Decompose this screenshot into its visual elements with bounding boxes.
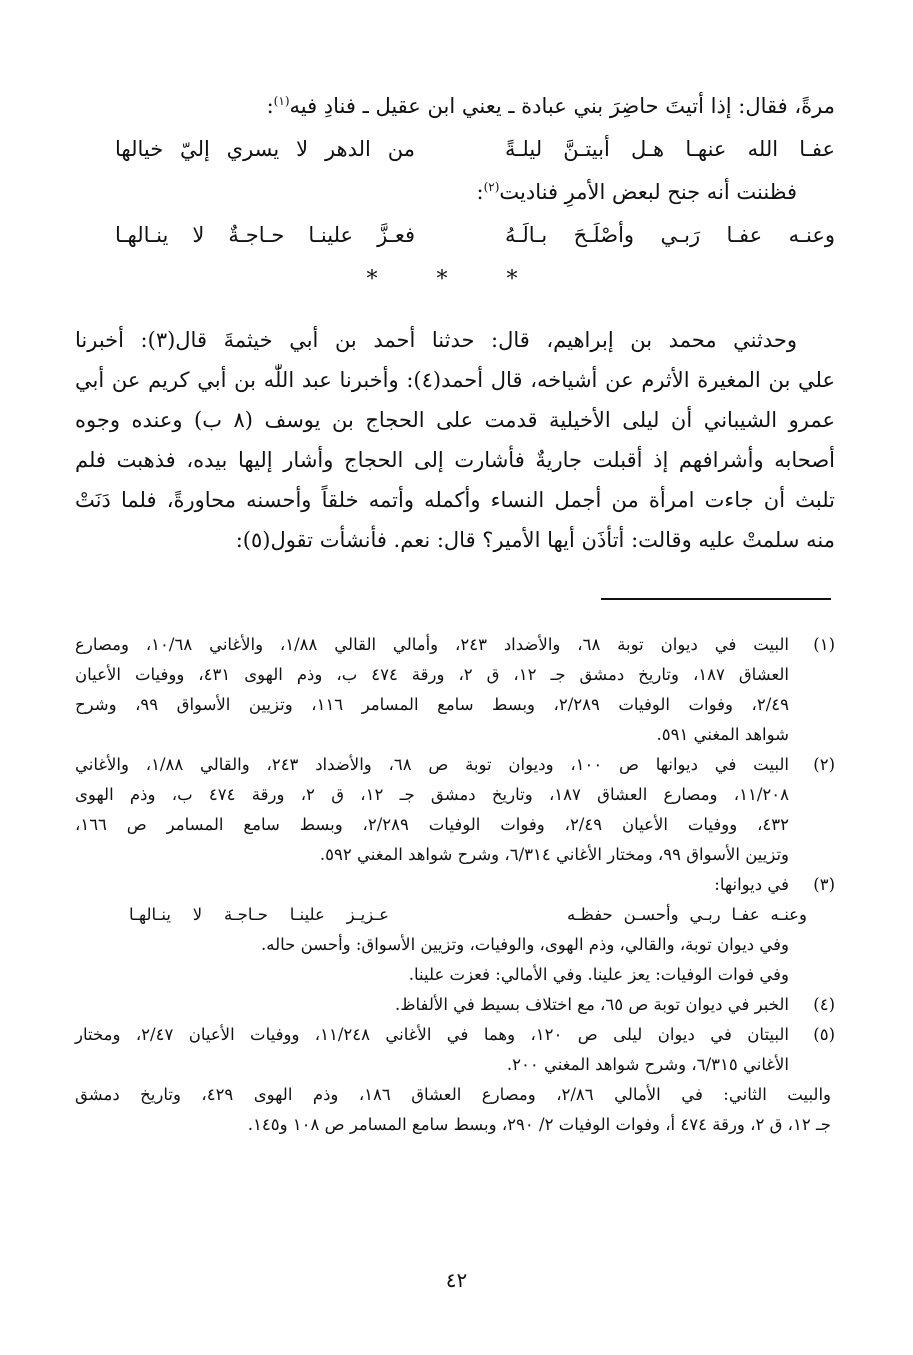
intro-line: مرةً، فقال: إذا أتيتَ حاضِرَ بني عبادة ـ يعني ابن عقيل ـ فنادِ فيه$^{(١)}$: bbox=[266, 94, 835, 118]
verse-hemistich-second: من الدهر لا يسري إليّ خيالها bbox=[115, 137, 415, 161]
footnote-3 bbox=[75, 870, 835, 900]
footnote-line: الخبر في ديوان توبة ص ٦٥، مع اختلاف بسيط في الألفاظ. bbox=[395, 995, 789, 1014]
between-line: فظننت أنه جنح لبعض الأمرِ فناديت$^{(٢)}$: bbox=[476, 180, 797, 204]
paragraph-line: عمرو الشيباني أن ليلى الأخيلية قدمت على الحجاج بن يوسف (٨ ب) وعنده وجوه bbox=[75, 408, 835, 432]
paragraph-line: تلبث أن جاءت امرأة من أجمل النساء وأكمله وأتمه خلقاً وأحسنه محاورةً، فلما دَنَتْ bbox=[75, 488, 835, 512]
footnote-line: ٢/٤٩، وفوات الوفيات ٢/٢٨٩، وبسط سامع المسامر ١١٦، وتزيين الأسواق ٩٩، وشرح bbox=[75, 695, 789, 714]
footnote-line: ٤٣٢، ووفيات الأعيان ٢/٤٩، وفوات الوفيات ٢/٢٨٩، وبسط سامع المسامر ص ١٦٦، bbox=[75, 815, 789, 834]
footnote-line: جـ ١٢، ق ٢، ورقة ٤٧٤ أ، وفوات الوفيات ٢/ ٢٩٠، وبسط سامع المسامر ص ١٠٨ و١٤٥. bbox=[247, 1115, 831, 1134]
footnote-line: العشاق ١٨٧، وتاريخ دمشق جـ ١٢، ق ٢، ورقة ٤٧٤ ب، وذم الهوى ٤٣١، ووفيات الأعيان bbox=[75, 665, 789, 684]
footnote-number: (٢) bbox=[813, 755, 835, 774]
footnote-number: (٤) bbox=[813, 995, 835, 1014]
footnote-1 bbox=[75, 630, 835, 750]
footnote-number: (١) bbox=[813, 635, 835, 654]
verse-hemistich-second: فعـزَّ علينـا حـاجـةٌ لا ينـالهـا bbox=[115, 223, 415, 247]
verse-line-2 bbox=[75, 212, 835, 258]
verse-hemistich-first: وعنـه عفـا رَبـي وأصْلَـحَ بـالَـهُ bbox=[505, 223, 835, 247]
footnote-line: ١١/٢٠٨، ومصارع العشاق ١٨٧، وتاريخ دمشق جـ ١٢، ق ٢، ورقة ٤٧٤ ب، وذم الهوى bbox=[75, 785, 789, 804]
footnote-number: (٣) bbox=[813, 875, 835, 894]
verse-hemistich-second: عـزيـز علينـا حـاجـة لا ينـالهـا bbox=[129, 905, 389, 924]
footnote-line: في ديوانها: bbox=[714, 875, 789, 894]
paragraph-line: منه سلمتْ عليه وقالت: أتأذَن أيها الأمير؟ قال: نعم. فأنشأت تقول(٥): bbox=[235, 528, 835, 552]
footnote-verse bbox=[75, 900, 835, 930]
paragraph-line: أصحابه وأشرافهم إذ أقبلت جاريةٌ فأشارت إلى الحجاج وأشار إليها بيده، فذهبت فلم bbox=[75, 448, 835, 472]
spacer bbox=[75, 302, 835, 320]
footnote-line: البيتان في ديوان ليلى ص ١٢٠، وهما في الأغاني ١١/٢٤٨، ووفيات الأعيان ٢/٤٧، ومختار bbox=[75, 1025, 789, 1044]
footnote-ref[interactable]: (٢) bbox=[483, 180, 500, 194]
verse-line-1 bbox=[75, 126, 835, 172]
footnote-number: (٥) bbox=[813, 1025, 835, 1044]
footnote-line: والبيت الثاني: في الأمالي ٢/٨٦، ومصارع العشاق ١٨٦، وذم الهوى ٤٢٩، وتاريخ دمشق bbox=[75, 1085, 832, 1104]
paragraph-line: وحدثني محمد بن إبراهيم، قال: حدثنا أحمد بن أبي خيثمةَ قال(٣): أخبرنا bbox=[75, 328, 797, 352]
section-separator: * * * bbox=[366, 267, 544, 292]
main-text bbox=[75, 86, 835, 560]
footnote-line: وفي فوات الوفيات: يعز علينا. وفي الأمالي: فعزت علينا. bbox=[408, 965, 789, 984]
verse-hemistich-first: وعنـه عفـا ربـي وأحسـن حفظـه bbox=[567, 905, 807, 924]
footnote-4 bbox=[75, 990, 835, 1020]
footnote-5 bbox=[75, 1020, 835, 1080]
paragraph bbox=[75, 320, 835, 560]
footnote-line: البيت في ديوانها ص ١٠٠، وديوان توبة ص ٦٨، والأضداد ٢٤٣، والقالي ١/٨٨، والأغاني bbox=[75, 755, 789, 774]
footnote-ref[interactable]: (١) bbox=[273, 94, 290, 108]
footnote-line: وفي ديوان توبة، والقالي، وذم الهوى، والوفيات، وتزيين الأسواق: وأحسن حاله. bbox=[261, 935, 789, 954]
footnotes bbox=[75, 630, 835, 1140]
footnote-2 bbox=[75, 750, 835, 870]
page-number: ٤٢ bbox=[445, 1268, 468, 1292]
footnote-line: البيت في ديوان توبة ٦٨، والأضداد ٢٤٣، وأمالي القالي ١/٨٨، والأغاني ١٠/٦٨، ومصارع bbox=[75, 635, 789, 654]
footnote-divider bbox=[601, 598, 831, 600]
verse-hemistich-first: عفـا الله عنهـا هـل أبيتـنَّ ليلـةً bbox=[505, 137, 835, 161]
footnote-line: شواهد المغني ٥٩١. bbox=[656, 725, 789, 744]
paragraph-line: علي بن المغيرة الأثرم عن أشياخه، قال أحمد(٤): وأخبرنا عبد اللّٰه بن أبي كريم عن أبي bbox=[75, 368, 835, 392]
footnote-line: وتزيين الأسواق ٩٩، ومختار الأغاني ٦/٣١٤، وشرح شواهد المغني ٥٩٢. bbox=[319, 845, 789, 864]
footnote-line: الأغاني ٦/٣١٥، وشرح شواهد المغني ٢٠٠. bbox=[506, 1055, 789, 1074]
